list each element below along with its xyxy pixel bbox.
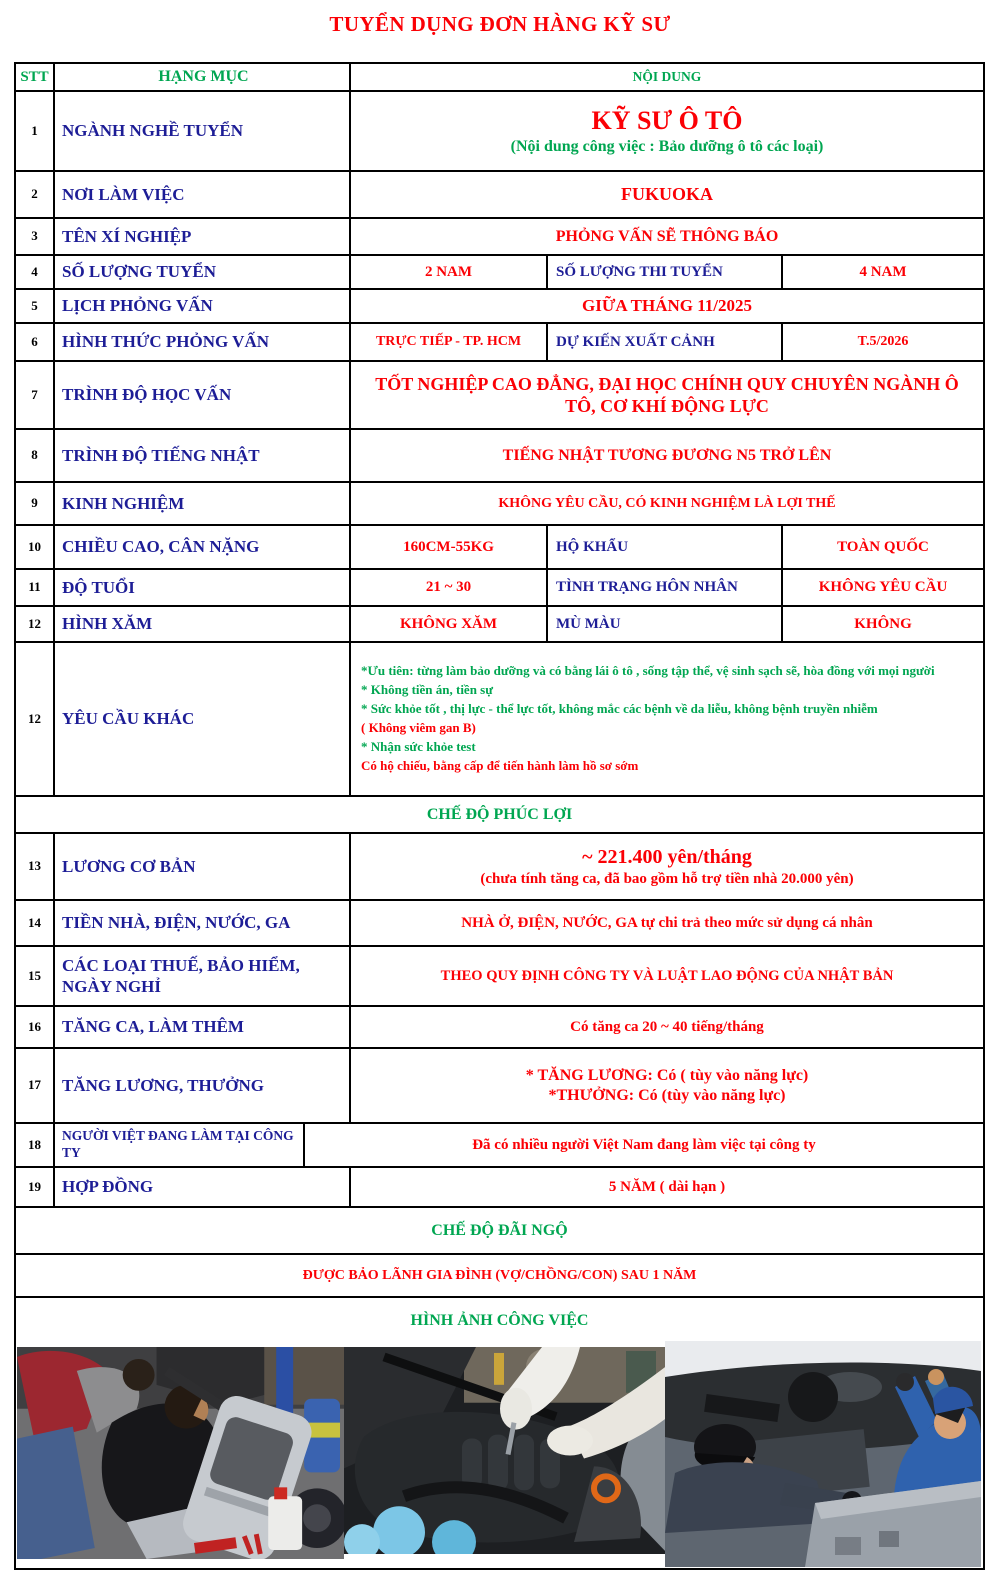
row-5 xyxy=(16,290,983,324)
row-label: HỢP ĐỒNG xyxy=(55,1168,351,1206)
section-job-photos xyxy=(16,1298,983,1343)
row-content: 5 NĂM ( dài hạn ) xyxy=(608,1178,726,1195)
row-label: KINH NGHIỆM xyxy=(55,483,351,524)
row-content: Có tăng ca 20 ~ 40 tiếng/tháng xyxy=(570,1018,764,1035)
requirement-line: * Không tiền án, tiền sự xyxy=(361,682,494,698)
row-number: 15 xyxy=(16,947,55,1005)
row-18 xyxy=(16,1124,983,1168)
col-header-content: NỘI DUNG xyxy=(632,68,702,84)
row-1 xyxy=(16,92,983,172)
row-label: HÌNH XĂM xyxy=(55,607,351,641)
recruitment-table xyxy=(14,62,985,1345)
row-content: FUKUOKA xyxy=(621,184,713,205)
row-label: NGÀNH NGHỀ TUYỂN xyxy=(55,92,351,170)
row-label: LƯƠNG CƠ BẢN xyxy=(55,834,351,899)
row-value-2: KHÔNG xyxy=(854,615,912,632)
row-13 xyxy=(16,834,983,901)
row-12-other-requirements xyxy=(16,643,983,797)
row-number: 5 xyxy=(16,290,55,322)
row-number: 11 xyxy=(16,570,55,605)
row-label: TIỀN NHÀ, ĐIỆN, NƯỚC, GA xyxy=(55,901,351,945)
row-10 xyxy=(16,526,983,570)
row-label: LỊCH PHỎNG VẤN xyxy=(55,290,351,322)
photo-zone xyxy=(14,1341,985,1570)
row-label: NGƯỜI VIỆT ĐANG LÀM TẠI CÔNG TY xyxy=(55,1124,305,1166)
row-content: PHỎNG VẤN SẼ THÔNG BÁO xyxy=(555,227,779,245)
row-number: 2 xyxy=(16,172,55,217)
row-number: 12 xyxy=(16,607,55,641)
salary-note: (chưa tính tăng ca, đã bao gồm hỗ trợ tiền nhà 20.000 yên) xyxy=(480,870,854,887)
section-title: HÌNH ẢNH CÔNG VIỆC xyxy=(410,1311,589,1329)
row-4 xyxy=(16,256,983,290)
row-number: 1 xyxy=(16,92,55,170)
requirement-line: * Nhận sức khỏe test xyxy=(361,738,476,754)
row-label: CÁC LOẠI THUẾ, BẢO HIỂM, NGÀY NGHỈ xyxy=(55,947,351,1005)
row-label: ĐỘ TUỔI xyxy=(55,570,351,605)
section-title: CHẾ ĐỘ PHÚC LỢI xyxy=(426,805,573,823)
requirement-line: Có hộ chiếu, bằng cấp để tiến hành làm hồ sơ sớm xyxy=(361,757,639,773)
row-value-2: T.5/2026 xyxy=(857,334,909,350)
col-header-stt: STT xyxy=(16,64,55,90)
row-16 xyxy=(16,1007,983,1049)
row-8 xyxy=(16,430,983,483)
car-door-repair-illustration xyxy=(17,1347,344,1559)
row-value-1: 21 ~ 30 xyxy=(351,570,548,605)
row-label: TRÌNH ĐỘ TIẾNG NHẬT xyxy=(55,430,351,481)
page-title: TUYỂN DỤNG ĐƠN HÀNG KỸ SƯ xyxy=(329,12,671,36)
row-value-2: 4 NAM xyxy=(859,263,907,280)
job-title: KỸ SƯ Ô TÔ xyxy=(591,105,743,135)
row-15 xyxy=(16,947,983,1007)
row-number: 4 xyxy=(16,256,55,288)
row-label: CHIỀU CAO, CÂN NẶNG xyxy=(55,526,351,568)
row-9 xyxy=(16,483,983,526)
row-number: 18 xyxy=(16,1124,55,1166)
row-value-2: TOÀN QUỐC xyxy=(837,538,929,555)
row-content: TIẾNG NHẬT TƯƠNG ĐƯƠNG N5 TRỞ LÊN xyxy=(502,446,832,464)
under-car-lift-illustration xyxy=(665,1341,981,1567)
section-text: ĐƯỢC BẢO LÃNH GIA ĐÌNH (VỢ/CHỒNG/CON) SAU 1 NĂM xyxy=(302,1267,697,1283)
row-number: 17 xyxy=(16,1049,55,1122)
engine-maintenance-illustration xyxy=(344,1347,668,1554)
row-12-tattoo xyxy=(16,607,983,643)
row-content: THEO QUY ĐỊNH CÔNG TY VÀ LUẬT LAO ĐỘNG CỦA NHẬT BẢN xyxy=(440,967,894,984)
row-number: 3 xyxy=(16,219,55,254)
row-label: HÌNH THỨC PHỎNG VẤN xyxy=(55,324,351,360)
requirement-line: ( Không viêm gan B) xyxy=(361,720,476,735)
row-14 xyxy=(16,901,983,947)
row-label: YÊU CẦU KHÁC xyxy=(55,643,351,795)
row-19 xyxy=(16,1168,983,1208)
row-sublabel: SỐ LƯỢNG THI TUYỂN xyxy=(548,256,783,288)
row-11 xyxy=(16,570,983,607)
col-header-category: HẠNG MỤC xyxy=(55,64,351,90)
row-content: KHÔNG YÊU CẦU, CÓ KINH NGHIỆM LÀ LỢI THẾ xyxy=(498,495,836,511)
row-label: NƠI LÀM VIỆC xyxy=(55,172,351,217)
row-value-2: KHÔNG YÊU CẦU xyxy=(818,579,948,596)
row-label: TĂNG LƯƠNG, THƯỞNG xyxy=(55,1049,351,1122)
row-content: NHÀ Ở, ĐIỆN, NƯỚC, GA tự chi trả theo mức sử dụng cá nhân xyxy=(461,914,873,931)
row-sublabel: HỘ KHẨU xyxy=(548,526,783,568)
row-number: 19 xyxy=(16,1168,55,1206)
row-7 xyxy=(16,362,983,430)
table-header-row xyxy=(16,64,983,92)
row-number: 6 xyxy=(16,324,55,360)
row-sublabel: TÌNH TRẠNG HÔN NHÂN xyxy=(548,570,783,605)
row-17 xyxy=(16,1049,983,1124)
bonus-line: *THƯỞNG: Có (tùy vào năng lực) xyxy=(548,1086,786,1104)
row-number: 12 xyxy=(16,643,55,795)
section-family-sponsorship xyxy=(16,1255,983,1298)
photo-car-door-repair xyxy=(17,1347,344,1559)
row-number: 13 xyxy=(16,834,55,899)
row-value-1: TRỰC TIẾP - TP. HCM xyxy=(351,324,548,360)
section-title: CHẾ ĐỘ ĐÃI NGỘ xyxy=(431,1221,568,1239)
section-welfare xyxy=(16,797,983,834)
row-number: 10 xyxy=(16,526,55,568)
row-value-1: 2 NAM xyxy=(351,256,548,288)
row-label: TÊN XÍ NGHIỆP xyxy=(55,219,351,254)
salary-amount: ~ 221.400 yên/tháng xyxy=(582,845,752,868)
row-number: 7 xyxy=(16,362,55,428)
row-value-1: 160CM-55KG xyxy=(351,526,548,568)
row-content: TỐT NGHIỆP CAO ĐẲNG, ĐẠI HỌC CHÍNH QUY CHUYÊN NGÀNH Ô TÔ, CƠ KHÍ ĐỘNG LỰC xyxy=(375,373,959,416)
raise-line: * TĂNG LƯƠNG: Có ( tùy vào năng lực) xyxy=(525,1066,809,1084)
row-content: Đã có nhiều người Việt Nam đang làm việc tại công ty xyxy=(472,1136,816,1153)
row-content: GIỮA THÁNG 11/2025 xyxy=(581,296,753,316)
row-value-1: KHÔNG XĂM xyxy=(351,607,548,641)
row-label: SỐ LƯỢNG TUYỂN xyxy=(55,256,351,288)
row-number: 14 xyxy=(16,901,55,945)
job-description: (Nội dung công việc : Bảo dưỡng ô tô các loại) xyxy=(510,138,824,156)
row-label: TĂNG CA, LÀM THÊM xyxy=(55,1007,351,1047)
row-number: 16 xyxy=(16,1007,55,1047)
row-6 xyxy=(16,324,983,362)
row-3 xyxy=(16,219,983,256)
row-number: 8 xyxy=(16,430,55,481)
requirement-line: *Ưu tiên: từng làm bảo dưỡng và có bằng lái ô tô , sống tập thể, vệ sinh sạch sẽ, hòa đồng với mọi người xyxy=(361,663,935,679)
photo-engine-maintenance xyxy=(344,1347,668,1554)
photo-under-car-lift xyxy=(665,1341,981,1567)
row-2 xyxy=(16,172,983,219)
row-label: TRÌNH ĐỘ HỌC VẤN xyxy=(55,362,351,428)
row-sublabel: DỰ KIẾN XUẤT CẢNH xyxy=(548,324,783,360)
row-number: 9 xyxy=(16,483,55,524)
section-benefits xyxy=(16,1208,983,1255)
row-sublabel: MÙ MÀU xyxy=(548,607,783,641)
requirement-line: * Sức khỏe tốt , thị lực - thể lực tốt, không mắc các bệnh về da liễu, không bệnh truyền nhiễm xyxy=(361,701,878,717)
